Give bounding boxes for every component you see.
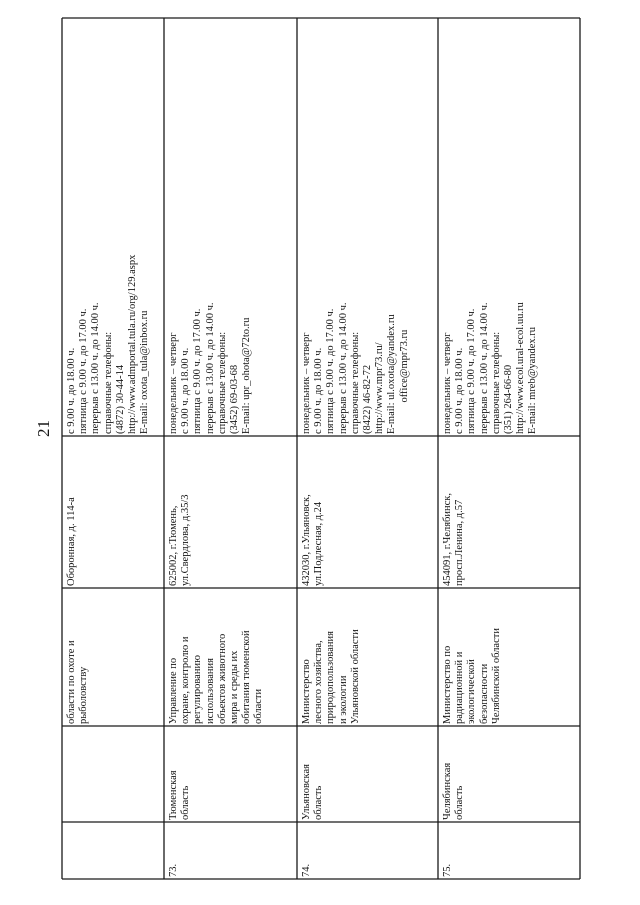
row75-agency: Министерство по радиационной и экологической безопасности Челябинской области: [442, 628, 502, 724]
row73-schedule: понедельник – четверг с 9.00 ч. до 18.00 ч. пятница с 9.00 ч. до 17.00 ч. перерыв с 13.00 ч. до 14.00 ч. справочные телефоны: (3452) 69-03-68 E-mail: upr_ohota@72to.ru: [168, 302, 253, 434]
row74-schedule: понедельник – четверг с 9.00 ч. до 18.00 ч. пятница с 9.00 ч. до 17.00 ч. перерыв с 13.00 ч. до 14.00 ч. справочные телефоны: (8422) 46-82-72 http://www.mpr73.ru/ E-mail: ul.oxota@yandex.ru office@mpr73.ru: [301, 302, 410, 434]
row73-address: 625002, г.Тюмень, ул.Свердлова, д.35/3: [168, 494, 192, 586]
row74-region: Ульяновская область: [301, 764, 325, 820]
row75-number: 75.: [442, 863, 453, 877]
row73-number: 73.: [168, 863, 179, 877]
row0-address: Оборонная, д. 114-а: [66, 497, 77, 586]
row73-agency: Управление по охране, контролю и регулированию использования объектов животного мира и среды их обитания тюменской области: [168, 630, 265, 724]
row75-address: 454091, г.Челябинск, просп.Ленина, д.57: [442, 492, 466, 586]
row0-agency: области по охоте и рыболовству: [66, 640, 90, 724]
row74-address: 432030, г.Ульяновск, ул.Подлесная, д.24: [301, 494, 325, 586]
row75-schedule: понедельник – четверг с 9.00 ч. до 18.00 ч. пятница с 9.00 ч. до 17.00 ч. перерыв с 13.00 ч. до 14.00 ч. справочные телефоны: (351) 264-66-80 http://www.ecol.ural-ecol.uu.ru E-mail: mreb@yandex.ru: [442, 302, 539, 434]
row74-number: 74.: [301, 863, 312, 877]
row75-region: Челябинская область: [442, 762, 466, 820]
page-number: 21: [34, 420, 53, 437]
row74-agency: Министерство лесного хозяйства, природопользования и экологии Ульяновской области: [301, 629, 361, 724]
row0-schedule: с 9.00 ч. до 18.00 ч. пятница с 9.00 ч. до 17.00 ч. перерыв с 13.00 ч. до 14.00 ч. справочные телефоны: (4872) 30-44-14 http://www.admportal.tula.ru/org/129.aspx E-mail: oxota_tula@inbox.ru: [66, 254, 151, 434]
row73-region: Тюменская область: [168, 770, 192, 820]
